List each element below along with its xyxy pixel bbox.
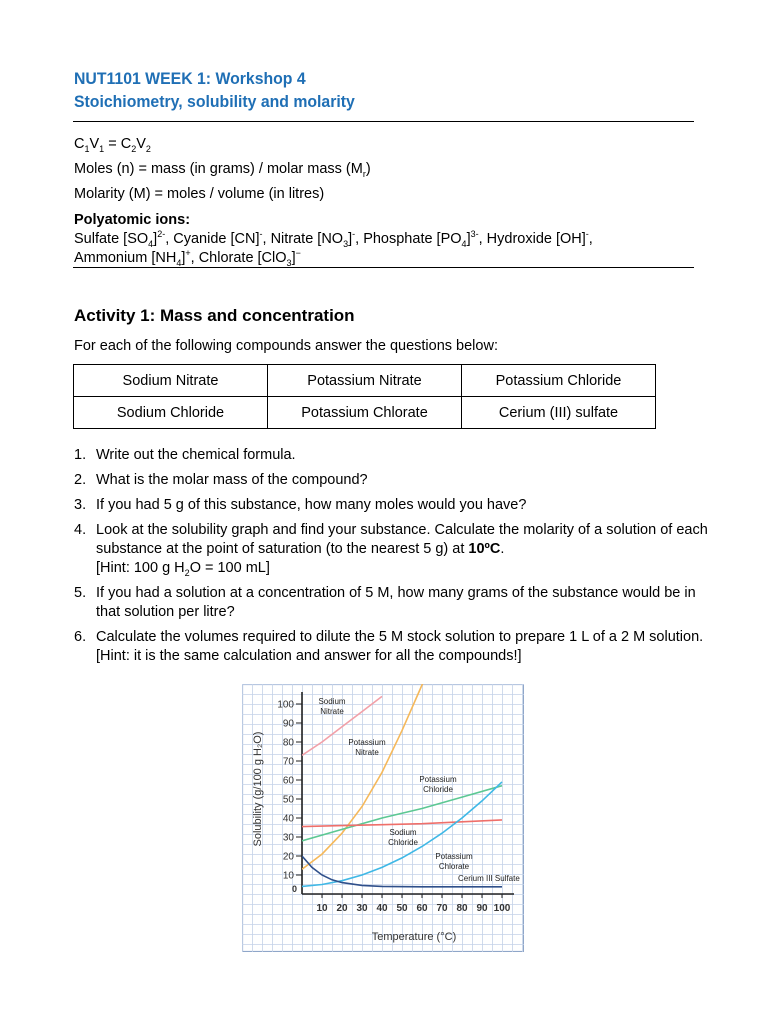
y-tick-label: 10: [282, 870, 294, 882]
table-cell: Sodium Nitrate: [74, 365, 268, 397]
polyatomic-heading: Polyatomic ions:: [74, 212, 191, 228]
series-label: [435, 852, 473, 871]
x-tick-label: 50: [396, 903, 408, 914]
series-label-line: Cerium III Sulfate: [458, 874, 520, 883]
series-label-line: Potassium: [435, 852, 473, 861]
x-tick-label: 100: [493, 903, 511, 914]
table-cell: Potassium Chlorate: [268, 397, 462, 429]
y-tick-label: 40: [282, 813, 294, 825]
x-tick-label: 30: [356, 903, 368, 914]
document-subtitle: Stoichiometry, solubility and molarity: [74, 92, 355, 111]
series-label-line: Nitrate: [320, 707, 344, 716]
dilution-formula: $C_1V_1 = C_2V_2$: [74, 136, 151, 154]
y-tick-label: 60: [282, 775, 294, 787]
series-label: [419, 775, 457, 794]
formulas-rule: [73, 267, 694, 268]
question-item: 6. Calculate the volumes required to dilute the 5 M stock solution to prepare 1 L of a 2 M solution. [Hint: it is the same calculation and answer for all the compounds!]: [74, 629, 704, 664]
solubility-chart-svg: [242, 684, 524, 952]
table-row: [74, 365, 656, 397]
document-title: NUT1101 WEEK 1: Workshop 4: [74, 69, 306, 88]
activity-intro: For each of the following compounds answer the questions below:: [74, 338, 498, 354]
question-list: [74, 446, 714, 672]
y-axis-label: Solubility (g/100 g H₂O): [252, 731, 264, 847]
series-label: [458, 874, 520, 883]
series-label-line: Chloride: [423, 785, 453, 794]
series-label-line: Sodium: [318, 697, 346, 706]
x-tick-label: 10: [316, 903, 328, 914]
x-tick-label: 20: [336, 903, 348, 914]
polyatomic-line-1: Sulfate $[SO_4]^{2-}$, Cyanide [CN]-, Nitrate $[NO_3]^-$, Phosphate $[PO_4]^{3-}$, Hydroxide [OH]-,: [74, 229, 593, 249]
question-item: 4. Look at the solubility graph and find your substance. Calculate the molarity of a solution of each substance at the point of saturation (to the nearest 5 g) at 10ºC. [Hint: 100 g $H_2O = 100$ mL]: [74, 522, 708, 578]
y-tick-label: 80: [282, 737, 294, 749]
moles-formula: Moles (n) = mass (in grams) / molar mass $(M_r)$: [74, 161, 371, 179]
x-axis-label: Temperature (°C): [371, 931, 457, 943]
activity-heading: Activity 1: Mass and concentration: [74, 306, 355, 325]
y-tick-label: 20: [282, 851, 294, 863]
x-tick-label: 70: [436, 903, 448, 914]
series-label-line: Potassium: [348, 738, 386, 747]
y-tick-label: 30: [282, 832, 294, 844]
series-label-line: Chloride: [388, 838, 418, 847]
y-tick-label: 70: [282, 756, 294, 768]
series-label-line: Nitrate: [355, 748, 379, 757]
question-item: 1. Write out the chemical formula.: [74, 447, 296, 463]
x-tick-label: 90: [476, 903, 488, 914]
compounds-table: [73, 364, 656, 429]
y-tick-label: 90: [282, 718, 294, 730]
series-label-line: Chlorate: [438, 862, 470, 871]
question-item: 5. If you had a solution at a concentration of 5 M, how many grams of the substance would be in that solution per litre?: [74, 585, 696, 620]
polyatomic-line-2: Ammonium $[NH_4]^+$, Chlorate [ClO$_3$]−: [74, 248, 301, 268]
header-rule: [73, 121, 694, 122]
molarity-formula: Molarity (M) = moles / volume (in litres): [74, 186, 325, 202]
series-label: [318, 697, 345, 716]
table-cell: Cerium (III) sulfate: [462, 397, 656, 429]
question-item: 3. If you had 5 g of this substance, how many moles would you have?: [74, 497, 527, 513]
x-tick-label: 60: [416, 903, 428, 914]
series-label-line: Potassium: [419, 775, 457, 784]
table-cell: Potassium Nitrate: [268, 365, 462, 397]
y-tick-label: 100: [277, 699, 294, 711]
series-label-line: Sodium: [389, 828, 417, 837]
table-cell: Potassium Chloride: [462, 365, 656, 397]
solubility-chart: [242, 684, 524, 952]
x-tick-label: 40: [376, 903, 388, 914]
question-item: 2. What is the molar mass of the compound?: [74, 472, 368, 488]
table-row: [74, 397, 656, 429]
y-tick-label: 50: [282, 794, 294, 806]
series-label: [388, 828, 418, 847]
table-cell: Sodium Chloride: [74, 397, 268, 429]
x-tick-label: 80: [456, 903, 468, 914]
origin-label: 0: [291, 884, 297, 894]
